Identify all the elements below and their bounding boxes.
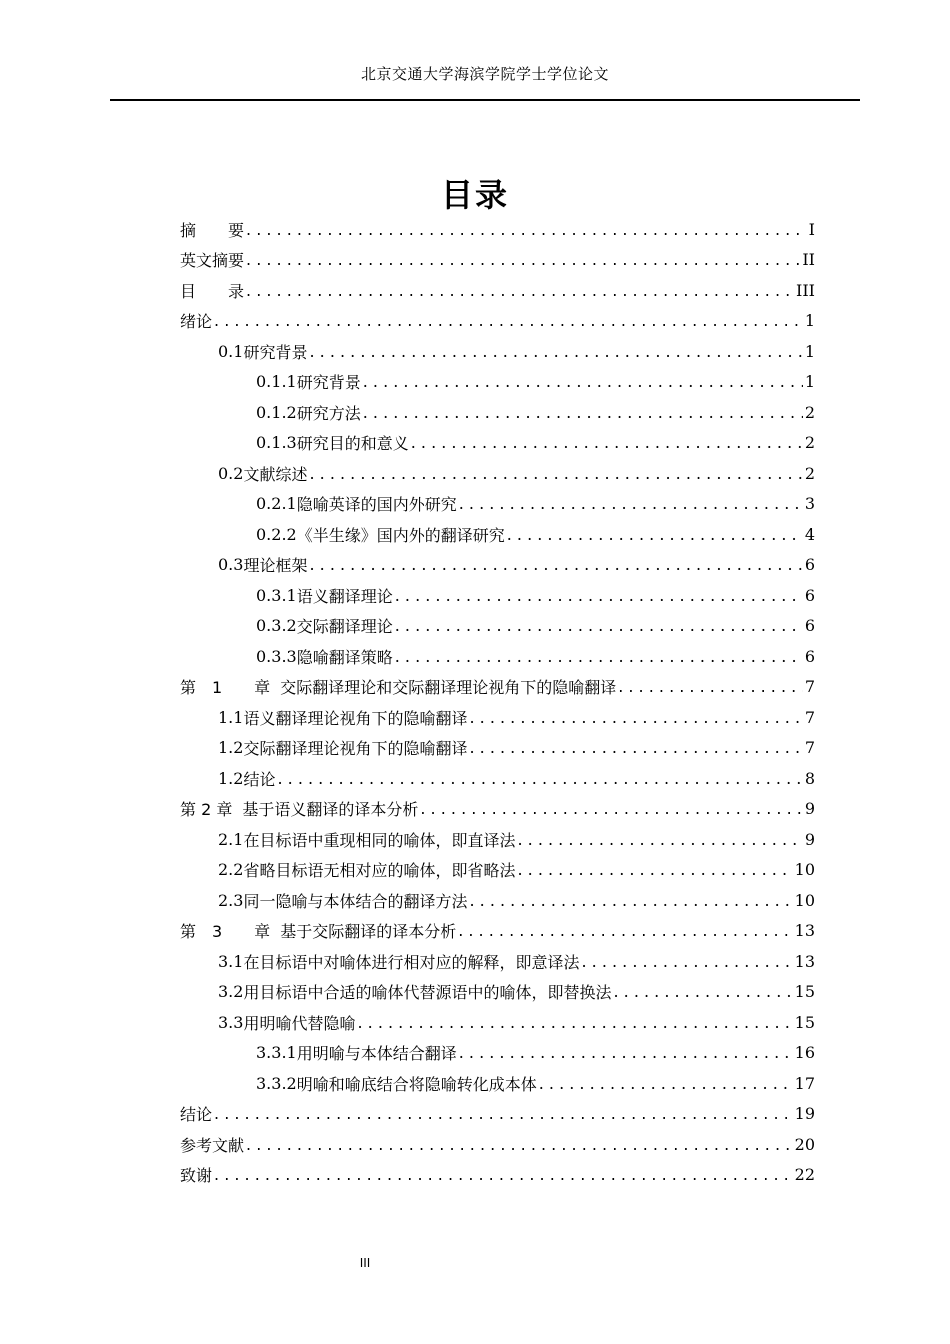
toc-entry-page: 17 — [794, 1073, 815, 1093]
toc-entry[interactable] — [180, 306, 815, 337]
toc-entry[interactable] — [180, 855, 815, 886]
toc-entry[interactable] — [180, 641, 815, 672]
dot-leader — [458, 921, 792, 940]
toc-entry-number: 0.1 — [218, 341, 244, 361]
toc-entry-label: 省略目标语无相对应的喻体，即省略法 — [243, 861, 516, 881]
toc-entry[interactable] — [180, 977, 815, 1008]
toc-entry-label: 明喻和喻底结合将隐喻转化成本体 — [296, 1074, 537, 1094]
dot-leader — [214, 311, 803, 330]
toc-entry-number: 0.2 — [218, 463, 244, 483]
toc-entry-page: 10 — [794, 890, 815, 910]
dot-leader — [246, 1135, 793, 1154]
toc-entry-page: 6 — [804, 646, 815, 666]
toc-entry[interactable] — [180, 1068, 815, 1099]
dot-leader — [469, 738, 802, 757]
toc-entry-label: 隐喻翻译策略 — [296, 647, 393, 667]
toc-entry-page: 7 — [804, 707, 815, 727]
toc-entry-number: 0.1.3 — [256, 433, 297, 453]
toc-entry-label: 研究目的和意义 — [296, 434, 409, 454]
toc-entry-label: 用目标语中合适的喻体代替源语中的喻体，即替换法 — [243, 983, 612, 1003]
toc-entry-label: 结论 — [243, 769, 276, 789]
toc-entry-page: 13 — [794, 921, 815, 941]
toc-entry-number: 第 3 章 — [180, 922, 271, 942]
toc-entry-label: 隐喻英译的国内外研究 — [296, 495, 457, 515]
toc-entry-label: 基于交际翻译的译本分析 — [280, 922, 457, 942]
dot-leader — [469, 891, 792, 910]
toc-entry[interactable] — [180, 1038, 815, 1069]
toc-entry-page: 9 — [804, 799, 815, 819]
toc-entry-number: 1.2 — [218, 768, 244, 788]
toc-entry[interactable] — [180, 794, 815, 825]
toc-entry[interactable] — [180, 702, 815, 733]
toc-entry-label: 在目标语中对喻体进行相对应的解释，即意译法 — [243, 952, 580, 972]
dot-leader — [309, 555, 802, 574]
toc-entry-page: 22 — [794, 1165, 815, 1185]
toc-entry[interactable] — [180, 1160, 815, 1191]
toc-entry-page: 7 — [804, 738, 815, 758]
toc-entry-number: 0.1.2 — [256, 402, 297, 422]
toc-entry-page: 6 — [804, 616, 815, 636]
dot-leader — [214, 1165, 793, 1184]
toc-entry-number: 1.1 — [218, 707, 244, 727]
toc-entry-number: 1.2 — [218, 738, 244, 758]
dot-leader — [459, 494, 803, 513]
toc-entry[interactable] — [180, 275, 815, 306]
toc-entry[interactable] — [180, 672, 815, 703]
toc-entry-number: 2.3 — [218, 890, 244, 910]
page-number: III — [359, 1256, 371, 1270]
toc-entry[interactable] — [180, 946, 815, 977]
toc-entry-page: 10 — [794, 860, 815, 880]
toc-entry-label: 语义翻译理论视角下的隐喻翻译 — [243, 708, 468, 728]
dot-leader — [618, 677, 803, 696]
toc-entry-page: 2 — [804, 402, 815, 422]
toc-entry-number: 0.2.2 — [256, 524, 297, 544]
dot-leader — [539, 1074, 793, 1093]
toc-entry-number: 第 1 章 — [180, 678, 271, 698]
toc-entry-page: III — [796, 280, 815, 300]
toc-entry-page: 4 — [804, 524, 815, 544]
dot-leader — [411, 433, 803, 452]
toc-entry[interactable] — [180, 1007, 815, 1038]
dot-leader — [309, 342, 802, 361]
toc-entry-label: 在目标语中重现相同的喻体，即直译法 — [243, 830, 516, 850]
toc-entry[interactable] — [180, 550, 815, 581]
toc-entry-label: 绪论 — [180, 312, 213, 332]
dot-leader — [469, 708, 802, 727]
dot-leader — [246, 281, 794, 300]
toc-entry-label: 语义翻译理论 — [296, 586, 393, 606]
toc-entry-page: 7 — [804, 677, 815, 697]
toc-entry-label: 研究背景 — [243, 342, 308, 362]
toc-entry-page: 6 — [804, 585, 815, 605]
toc-entry-label: 研究背景 — [296, 373, 361, 393]
header-rule — [110, 99, 860, 101]
dot-leader — [363, 372, 803, 391]
toc-entry[interactable] — [180, 763, 815, 794]
toc-entry-page: 6 — [804, 555, 815, 575]
toc-entry-label: 用明喻代替隐喻 — [243, 1013, 356, 1033]
toc-entry-page: 3 — [804, 494, 815, 514]
toc-entry[interactable] — [180, 733, 815, 764]
dot-leader — [507, 525, 803, 544]
toc-entry-page: 2 — [804, 433, 815, 453]
dot-leader — [214, 1104, 793, 1123]
toc-entry-label: 交际翻译理论视角下的隐喻翻译 — [243, 739, 468, 759]
toc-entry-page: 1 — [804, 311, 815, 331]
toc-entry-number: 3.3.2 — [256, 1073, 297, 1093]
toc-entry-label: 致谢 — [180, 1166, 213, 1186]
toc-entry-label: 参考文献 — [180, 1135, 245, 1155]
toc-entry-number: 0.1.1 — [256, 372, 297, 392]
dot-leader — [395, 586, 803, 605]
dot-leader — [395, 647, 803, 666]
toc-entry-label: 《半生缘》国内外的翻译研究 — [296, 525, 505, 545]
toc-entry-label: 目 录 — [180, 281, 245, 301]
table-of-contents — [180, 214, 815, 1190]
toc-entry[interactable] — [180, 580, 815, 611]
toc-entry-page: 1 — [804, 341, 815, 361]
toc-entry[interactable] — [180, 367, 815, 398]
dot-leader — [357, 1013, 792, 1032]
toc-entry-number: 2.2 — [218, 860, 244, 880]
dot-leader — [246, 220, 807, 239]
toc-entry[interactable] — [180, 611, 815, 642]
dot-leader — [246, 250, 800, 269]
toc-entry[interactable] — [180, 245, 815, 276]
toc-entry-number: 0.3.1 — [256, 585, 297, 605]
dot-leader — [277, 769, 802, 788]
toc-entry-page: 8 — [804, 768, 815, 788]
toc-entry-label: 交际翻译理论 — [296, 617, 393, 637]
dot-leader — [459, 1043, 793, 1062]
toc-entry-number: 3.1 — [218, 951, 244, 971]
toc-entry-page: 15 — [794, 1012, 815, 1032]
toc-entry-number: 3.3.1 — [256, 1043, 297, 1063]
toc-entry[interactable] — [180, 458, 815, 489]
dot-leader — [420, 799, 802, 818]
toc-entry[interactable] — [180, 336, 815, 367]
toc-entry-page: 16 — [794, 1043, 815, 1063]
toc-entry[interactable] — [180, 489, 815, 520]
toc-entry-number: 2.1 — [218, 829, 244, 849]
dot-leader — [517, 860, 792, 879]
toc-entry-label: 同一隐喻与本体结合的翻译方法 — [243, 891, 468, 911]
toc-entry[interactable] — [180, 824, 815, 855]
dot-leader — [309, 464, 802, 483]
toc-entry-number: 3.2 — [218, 982, 244, 1002]
toc-entry[interactable] — [180, 397, 815, 428]
toc-entry-page: 19 — [794, 1104, 815, 1124]
toc-entry-number: 3.3 — [218, 1012, 244, 1032]
toc-entry[interactable] — [180, 885, 815, 916]
dot-leader — [581, 952, 792, 971]
toc-entry-number: 第 2 章 — [180, 800, 233, 820]
toc-entry-page: 2 — [804, 463, 815, 483]
dot-leader — [395, 616, 803, 635]
toc-entry-number: 0.2.1 — [256, 494, 297, 514]
toc-entry-number: 0.3.3 — [256, 646, 297, 666]
toc-entry-label: 研究方法 — [296, 403, 361, 423]
toc-entry-page: 9 — [804, 829, 815, 849]
toc-entry[interactable] — [180, 428, 815, 459]
toc-entry-page: II — [802, 250, 815, 270]
toc-entry[interactable] — [180, 1129, 815, 1160]
toc-entry-page: 13 — [794, 951, 815, 971]
page-title: 目录 — [440, 176, 509, 214]
toc-entry-number: 0.3 — [218, 555, 244, 575]
toc-entry[interactable] — [180, 214, 815, 245]
toc-entry[interactable] — [180, 916, 815, 947]
toc-entry-label: 文献综述 — [243, 464, 308, 484]
toc-entry-number: 0.3.2 — [256, 616, 297, 636]
toc-entry-page: 1 — [804, 372, 815, 392]
toc-entry-label: 摘 要 — [180, 220, 245, 240]
toc-entry[interactable] — [180, 1099, 815, 1130]
toc-entry-label: 英文摘要 — [180, 251, 245, 271]
toc-entry-label: 结论 — [180, 1105, 213, 1125]
toc-entry[interactable] — [180, 519, 815, 550]
toc-entry-label: 用明喻与本体结合翻译 — [296, 1044, 457, 1064]
running-header: 北京交通大学海滨学院学士学位论文 — [360, 65, 609, 83]
toc-entry-page: 20 — [794, 1134, 815, 1154]
toc-entry-label: 基于语义翻译的译本分析 — [242, 800, 419, 820]
toc-entry-label: 交际翻译理论和交际翻译理论视角下的隐喻翻译 — [280, 678, 617, 698]
toc-entry-page: 15 — [794, 982, 815, 1002]
dot-leader — [613, 982, 792, 1001]
toc-entry-label: 理论框架 — [243, 556, 308, 576]
toc-entry-page: I — [808, 219, 815, 239]
dot-leader — [517, 830, 802, 849]
dot-leader — [363, 403, 803, 422]
